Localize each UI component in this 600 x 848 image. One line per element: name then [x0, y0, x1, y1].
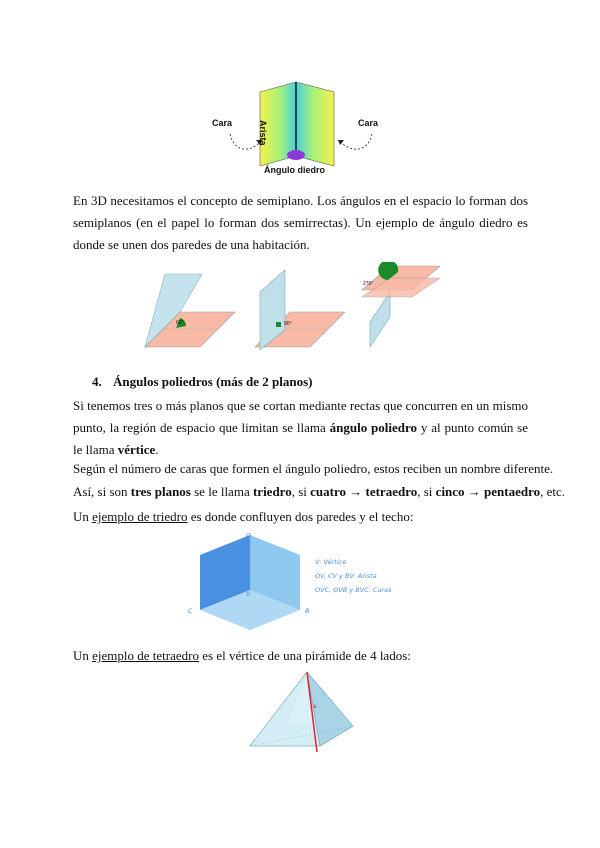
dihedral-angle-mark — [287, 150, 305, 160]
paragraph-caras: Según el número de caras que formen el ángulo poliedro, estos reciben un nombre diferente. — [73, 461, 554, 476]
term-vertice: vértice — [117, 442, 156, 457]
section-title: Ángulos poliedros (más de 2 planos) — [113, 374, 313, 389]
angle-label-90: 90° — [284, 321, 292, 327]
vertex-o: O — [246, 532, 252, 540]
section-number: 4. — [92, 374, 102, 389]
vertex-c: C — [188, 607, 193, 615]
note-caras: OVC, OVB y BVC: Caras — [315, 586, 392, 594]
paragraph-nombres: Así, si son tres planos se le llama triedro, si cuatro → tetraedro, si cinco → pentaedro, etc. — [73, 484, 566, 499]
triedro-example-link[interactable]: ejemplo de triedro — [92, 509, 188, 524]
face-label-right: Cara — [358, 118, 379, 128]
note-aristas: OV, CV y BV: Arista — [315, 572, 377, 580]
angle-label-60: 60° — [176, 320, 184, 326]
paragraph-semiplano: En 3D necesitamos el concepto de semiplano. Los ángulos en el espacio lo forman dos semiplanos (en el papel lo forman dos semirrectas). Un ejemplo de ángulo diedro es donde se unen dos paredes de una habitación. — [73, 193, 528, 252]
right-arrow — [338, 134, 372, 149]
vertex-b: B — [305, 607, 310, 615]
triedro-intro: Un ejemplo de triedro es donde confluyen dos paredes y el techo: — [73, 509, 414, 524]
example-60 — [145, 274, 235, 347]
term-angulo-poliedro: ángulo poliedro — [329, 420, 418, 435]
vertex-v: V — [246, 590, 251, 598]
apothem-label: a — [313, 704, 317, 710]
pyramid-figure — [245, 668, 360, 758]
example-90 — [255, 270, 345, 350]
edge-label: Arista — [258, 120, 268, 146]
section-heading — [92, 374, 313, 390]
tetraedro-intro: Un ejemplo de tetraedro es el vértice de una pirámide de 4 lados: — [73, 648, 411, 663]
dihedral-label: Ángulo diedro — [264, 165, 325, 175]
dihedral-examples-figure — [140, 262, 440, 352]
example-270 — [362, 262, 440, 347]
face-label-left: Cara — [212, 118, 233, 128]
tetraedro-example-link[interactable]: ejemplo de tetraedro — [92, 648, 199, 663]
paragraph-poliedro: Si tenemos tres o más planos que se cortan mediante rectas que concurren en un mismo punto, la región de espacio que limitan se llama ángulo poliedro y al punto común se le llama vértice. — [73, 398, 529, 457]
angle-label-270: 270° — [363, 281, 374, 287]
triedro-figure — [180, 530, 430, 640]
note-vertice: V: Vértice — [315, 558, 347, 566]
